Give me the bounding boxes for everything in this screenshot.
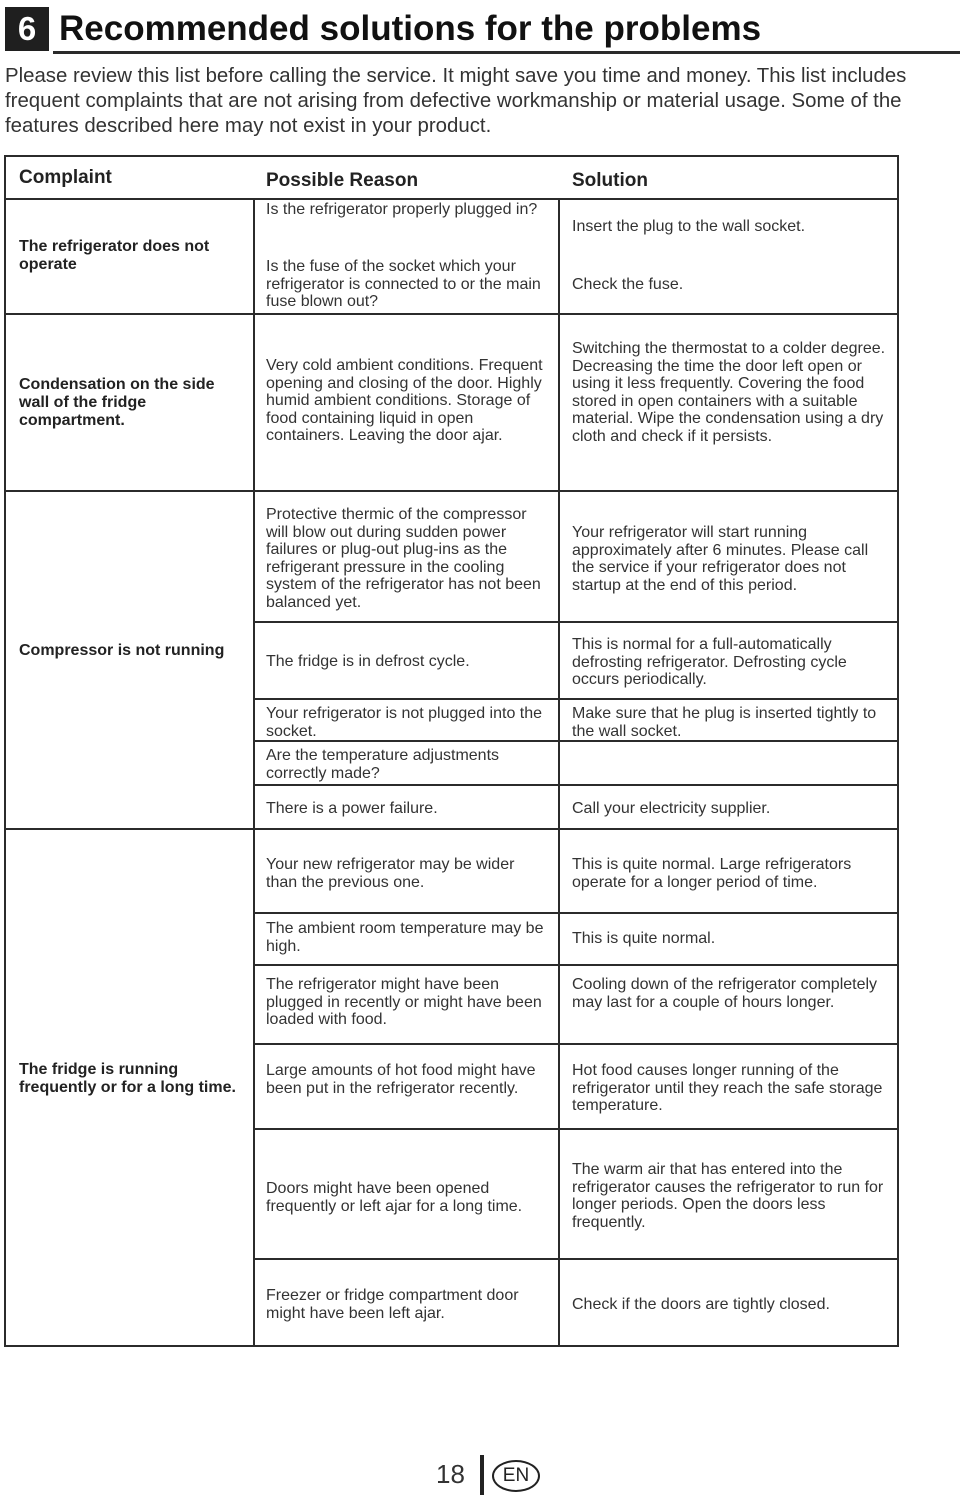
complaint-not-operate: The refrigerator does not operate [19, 238, 210, 273]
solution-cell: Cooling down of the refrigerator completely may last for a couple of hours longer. [572, 976, 878, 1011]
footer-divider [480, 1455, 484, 1495]
complaint-condensation: Condensation on the side wall of the fridge compartment. [19, 376, 215, 429]
row-divider [253, 1128, 899, 1130]
row-divider [253, 1043, 899, 1045]
header-complaint: Complaint [19, 167, 112, 188]
header-solution: Solution [572, 170, 648, 191]
reason-cell: There is a power failure. [266, 800, 438, 817]
table-border-left [4, 155, 6, 1347]
solution-cell: Your refrigerator will start running approximately after 6 minutes. Please call the service if your refrigerator does not startup at the end of this period. [572, 524, 869, 594]
reason-cell: Are the temperature adjustments correctly made? [266, 747, 500, 782]
reason-cell: Large amounts of hot food might have been put in the refrigerator recently. [266, 1062, 536, 1097]
solution-cell: This is quite normal. Large refrigerators operate for a longer period of time. [572, 856, 852, 891]
solution-cell: Call your electricity supplier. [572, 800, 771, 817]
solution-cell: This is normal for a full-automatically defrosting refrigerator. Defrosting cycle occurs periodically. [572, 636, 847, 688]
group-divider [4, 490, 899, 492]
column-divider-2 [558, 198, 560, 1347]
reason-cell: Doors might have been opened frequently or left ajar for a long time. [266, 1180, 523, 1215]
row-divider [253, 1258, 899, 1260]
complaint-running-frequently: The fridge is running frequently or for a long time. [19, 1061, 236, 1096]
reason-cell: The refrigerator might have been plugged in recently or might have been loaded with food. [266, 976, 542, 1028]
solution-cell: Make sure that he plug is inserted tightly to the wall socket. [572, 705, 877, 740]
reason-cell: Very cold ambient conditions. Frequent opening and closing of the door. Highly humid ambient conditions. Storage of food containing liquid in open containers. Leaving the door ajar. [266, 357, 543, 444]
reason-cell: Freezer or fridge compartment door might have been left ajar. [266, 1287, 519, 1322]
solution-cell: Hot food causes longer running of the refrigerator until they reach the safe storage temperature. [572, 1062, 883, 1114]
page-title: Recommended solutions for the problems [59, 9, 762, 48]
row-divider [253, 698, 899, 700]
solution-cell: The warm air that has entered into the refrigerator causes the refrigerator to run for longer periods. Open the doors less frequently. [572, 1161, 884, 1231]
reason-cell: Your refrigerator is not plugged into the socket. [266, 705, 543, 740]
table-border-top [4, 155, 899, 157]
reason-cell: Protective thermic of the compressor will blow out during sudden power failures or plug-out plug-ins as the refrigerant pressure in the cooling system of the refrigerator has not been balanced yet. [266, 506, 541, 611]
title-underline [53, 51, 960, 54]
section-number: 6 [5, 7, 49, 51]
reason-cell: Is the fuse of the socket which your refrigerator is connected to or the main fuse blown out? [266, 258, 541, 310]
language-badge: EN [492, 1460, 540, 1492]
reason-cell: The fridge is in defrost cycle. [266, 653, 470, 670]
table-border-bottom [4, 1345, 899, 1347]
solution-cell: Insert the plug to the wall socket. [572, 218, 806, 235]
header-possible-reason: Possible Reason [266, 170, 419, 191]
solution-cell: Switching the thermostat to a colder degree. Decreasing the time the door left open or using it less frequently. Covering the food stored in open containers with a suitable material. Wipe the condensation using a dry cloth and check if it persists. [572, 340, 886, 445]
solution-cell: Check the fuse. [572, 276, 684, 293]
intro-paragraph: Please review this list before calling the service. It might save you time and money. This list includes frequent complaints that are not arising from defective workmanship or material usage. Some of the features described here may not exist in your product. [5, 65, 907, 137]
group-divider [4, 828, 899, 830]
row-divider [253, 964, 899, 966]
group-divider [4, 313, 899, 315]
header-divider [4, 198, 899, 200]
solution-cell: This is quite normal. [572, 930, 716, 947]
complaint-compressor-not-running: Compressor is not running [19, 642, 225, 659]
row-divider [253, 912, 899, 914]
row-divider [253, 621, 899, 623]
row-divider [253, 740, 899, 742]
row-divider [253, 784, 899, 786]
reason-cell: The ambient room temperature may be high. [266, 920, 544, 955]
reason-cell: Is the refrigerator properly plugged in? [266, 201, 538, 218]
solution-cell: Check if the doors are tightly closed. [572, 1296, 830, 1313]
reason-cell: Your new refrigerator may be wider than the previous one. [266, 856, 515, 891]
page-number: 18 [436, 1459, 465, 1489]
column-divider-1 [253, 198, 255, 1347]
table-border-right [897, 155, 899, 1347]
